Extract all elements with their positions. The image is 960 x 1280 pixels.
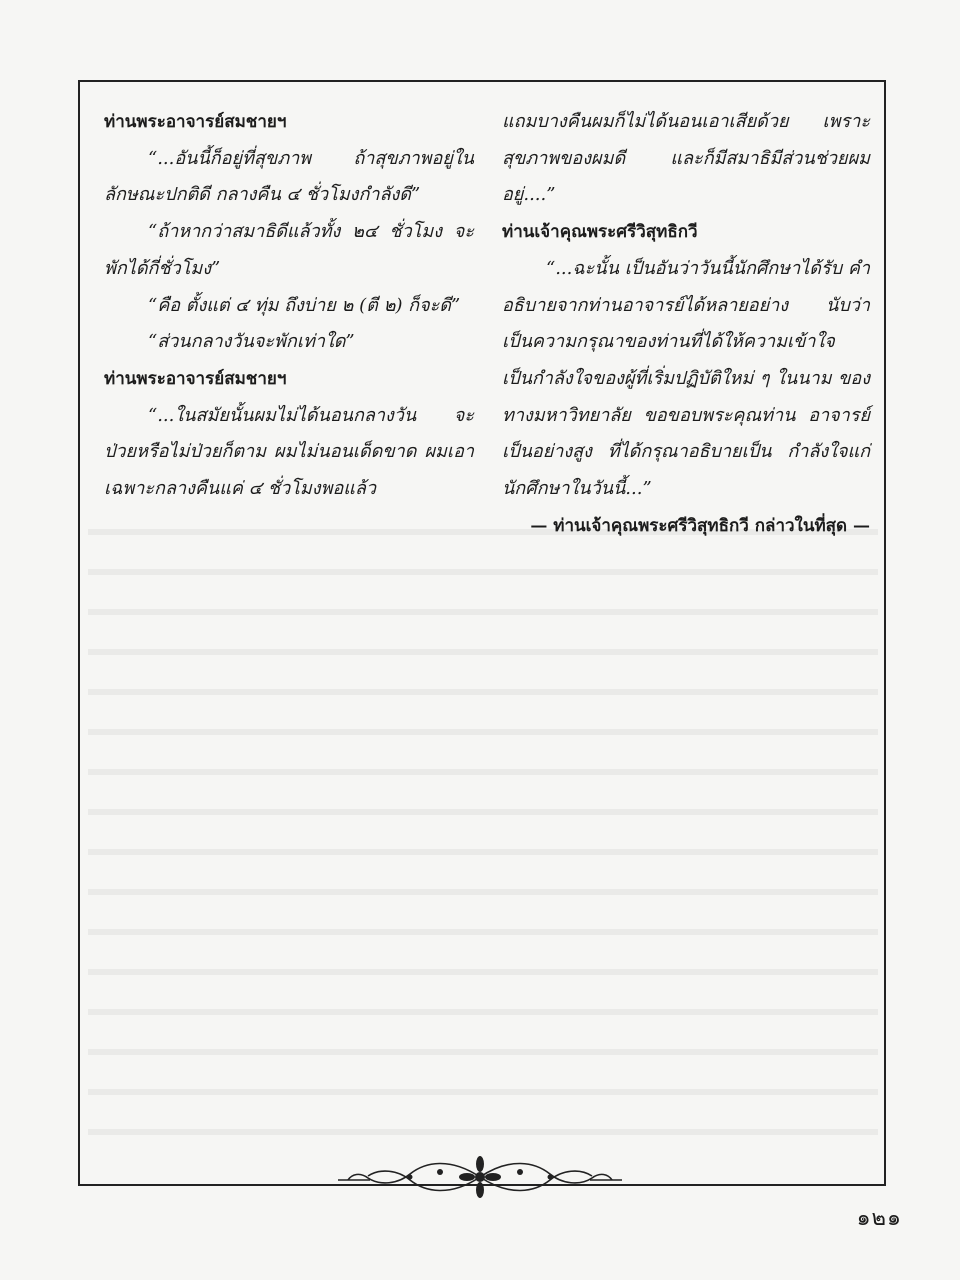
left-column: [104, 104, 474, 508]
quote-paragraph: “คือ ตั้งแต่ ๔ ทุ่ม ถึงบ่าย ๒ (ตี ๒) ก็จะดี”: [148, 294, 461, 316]
speaker-heading: ท่านเจ้าคุณพระศรีวิสุทธิกวี: [502, 222, 698, 243]
quote-paragraph: “...ฉะนั้น เป็นอันว่าวันนี้นักศึกษาได้รับ คำอธิบายจากท่านอาจารย์ได้หลายอย่าง นับว่า เป็นความกรุณาของท่านที่ได้ให้ความเข้าใจ เป็นกำลังใจของผู้ที่เริ่มปฏิบัติใหม่ ๆ ในนาม ของทางมหาวิทยาลัย ขอขอบพระคุณท่าน อาจารย์เป็นอย่างสูง ที่ได้กรุณาอธิบายเป็น กำลังใจแก่นักศึกษาในวันนี้...”: [502, 257, 870, 500]
speaker-heading: ท่านพระอาจารย์สมชายฯ: [104, 112, 287, 132]
quote-paragraph: “...ในสมัยนั้นผมไม่ได้นอนกลางวัน จะป่วยหรือไม่ป่วยก็ตาม ผมไม่นอนเด็ดขาด ผมเอาเฉพาะกลางคืนแค่ ๔ ชั่วโมงพอแล้ว: [104, 404, 474, 500]
right-column: [502, 104, 870, 544]
floral-ornament: [330, 1152, 630, 1202]
speaker-heading: ท่านพระอาจารย์สมชายฯ: [104, 368, 287, 389]
quote-paragraph: “ถ้าหากว่าสมาธิดีแล้วทั้ง ๒๔ ชั่วโมง จะพักได้กี่ชั่วโมง”: [104, 221, 474, 279]
quote-paragraph: “...อันนี้ก็อยู่ที่สุขภาพ ถ้าสุขภาพอยู่ใน ลักษณะปกติดี กลางคืน ๔ ชั่วโมงกำลังดี”: [104, 147, 474, 206]
quote-paragraph: “ส่วนกลางวันจะพักเท่าใด”: [148, 331, 355, 353]
quote-continuation: แถมบางคืนผมก็ไม่ได้นอนเอาเสียด้วย เพราะ สุขภาพของผมดี และก็มีสมาธิมีส่วนช่วยผม อยู่....”: [502, 111, 870, 206]
page-number: ๑๒๑: [856, 1206, 902, 1231]
closing-attribution: — ท่านเจ้าคุณพระศรีวิสุทธิกวี กล่าวในที่สุด —: [530, 515, 870, 536]
